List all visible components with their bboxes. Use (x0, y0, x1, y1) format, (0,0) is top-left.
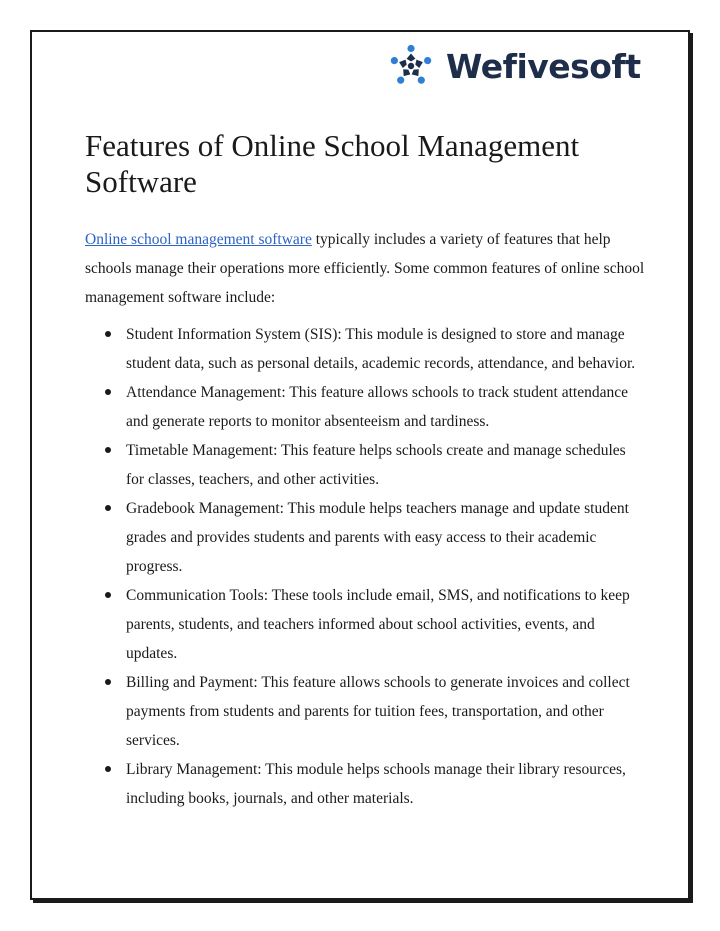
list-item (85, 378, 645, 436)
feature-text: Attendance Management: This feature allows schools to track student attendance and generate reports to monitor absenteeism and tardiness. (126, 384, 629, 430)
bullet-icon (105, 331, 111, 337)
brand-name: Wefivesoft (446, 46, 641, 86)
list-item (85, 668, 645, 755)
bullet-icon (105, 592, 111, 598)
list-item (85, 494, 645, 581)
wefivesoft-star-logo-icon (388, 43, 434, 89)
features-list (85, 320, 645, 813)
list-item (85, 755, 645, 813)
feature-text: Timetable Management: This feature helps schools create and manage schedules for classes, teachers, and other activities. (126, 442, 626, 488)
list-item (85, 436, 645, 494)
feature-text: Student Information System (SIS): This module is designed to store and manage student data, such as personal details, academic records, attendance, and behavior. (126, 326, 636, 372)
bullet-icon (105, 505, 111, 511)
bullet-icon (105, 447, 111, 453)
intro-paragraph (85, 225, 645, 312)
bullet-icon (105, 679, 111, 685)
feature-text: Billing and Payment: This feature allows schools to generate invoices and collect payments from students and parents for tuition fees, transportation, and other services. (126, 674, 630, 749)
feature-text: Gradebook Management: This module helps teachers manage and update student grades and provides students and parents with easy access to their academic progress. (126, 500, 629, 575)
school-software-link[interactable]: Online school management software (85, 231, 312, 248)
list-item (85, 581, 645, 668)
feature-text: Library Management: This module helps schools manage their library resources, including books, journals, and other materials. (126, 761, 626, 807)
bullet-icon (105, 389, 111, 395)
list-item (85, 320, 645, 378)
intro-text: typically includes a variety of features that help schools manage their operations more efficiently. Some common features of online school management software include: (85, 231, 645, 306)
page-title: Features of Online School Management Software (85, 128, 580, 199)
feature-text: Communication Tools: These tools include email, SMS, and notifications to keep parents, students, and teachers informed about school activities, events, and updates. (126, 587, 630, 662)
bullet-icon (105, 766, 111, 772)
brand-logo (388, 41, 641, 91)
